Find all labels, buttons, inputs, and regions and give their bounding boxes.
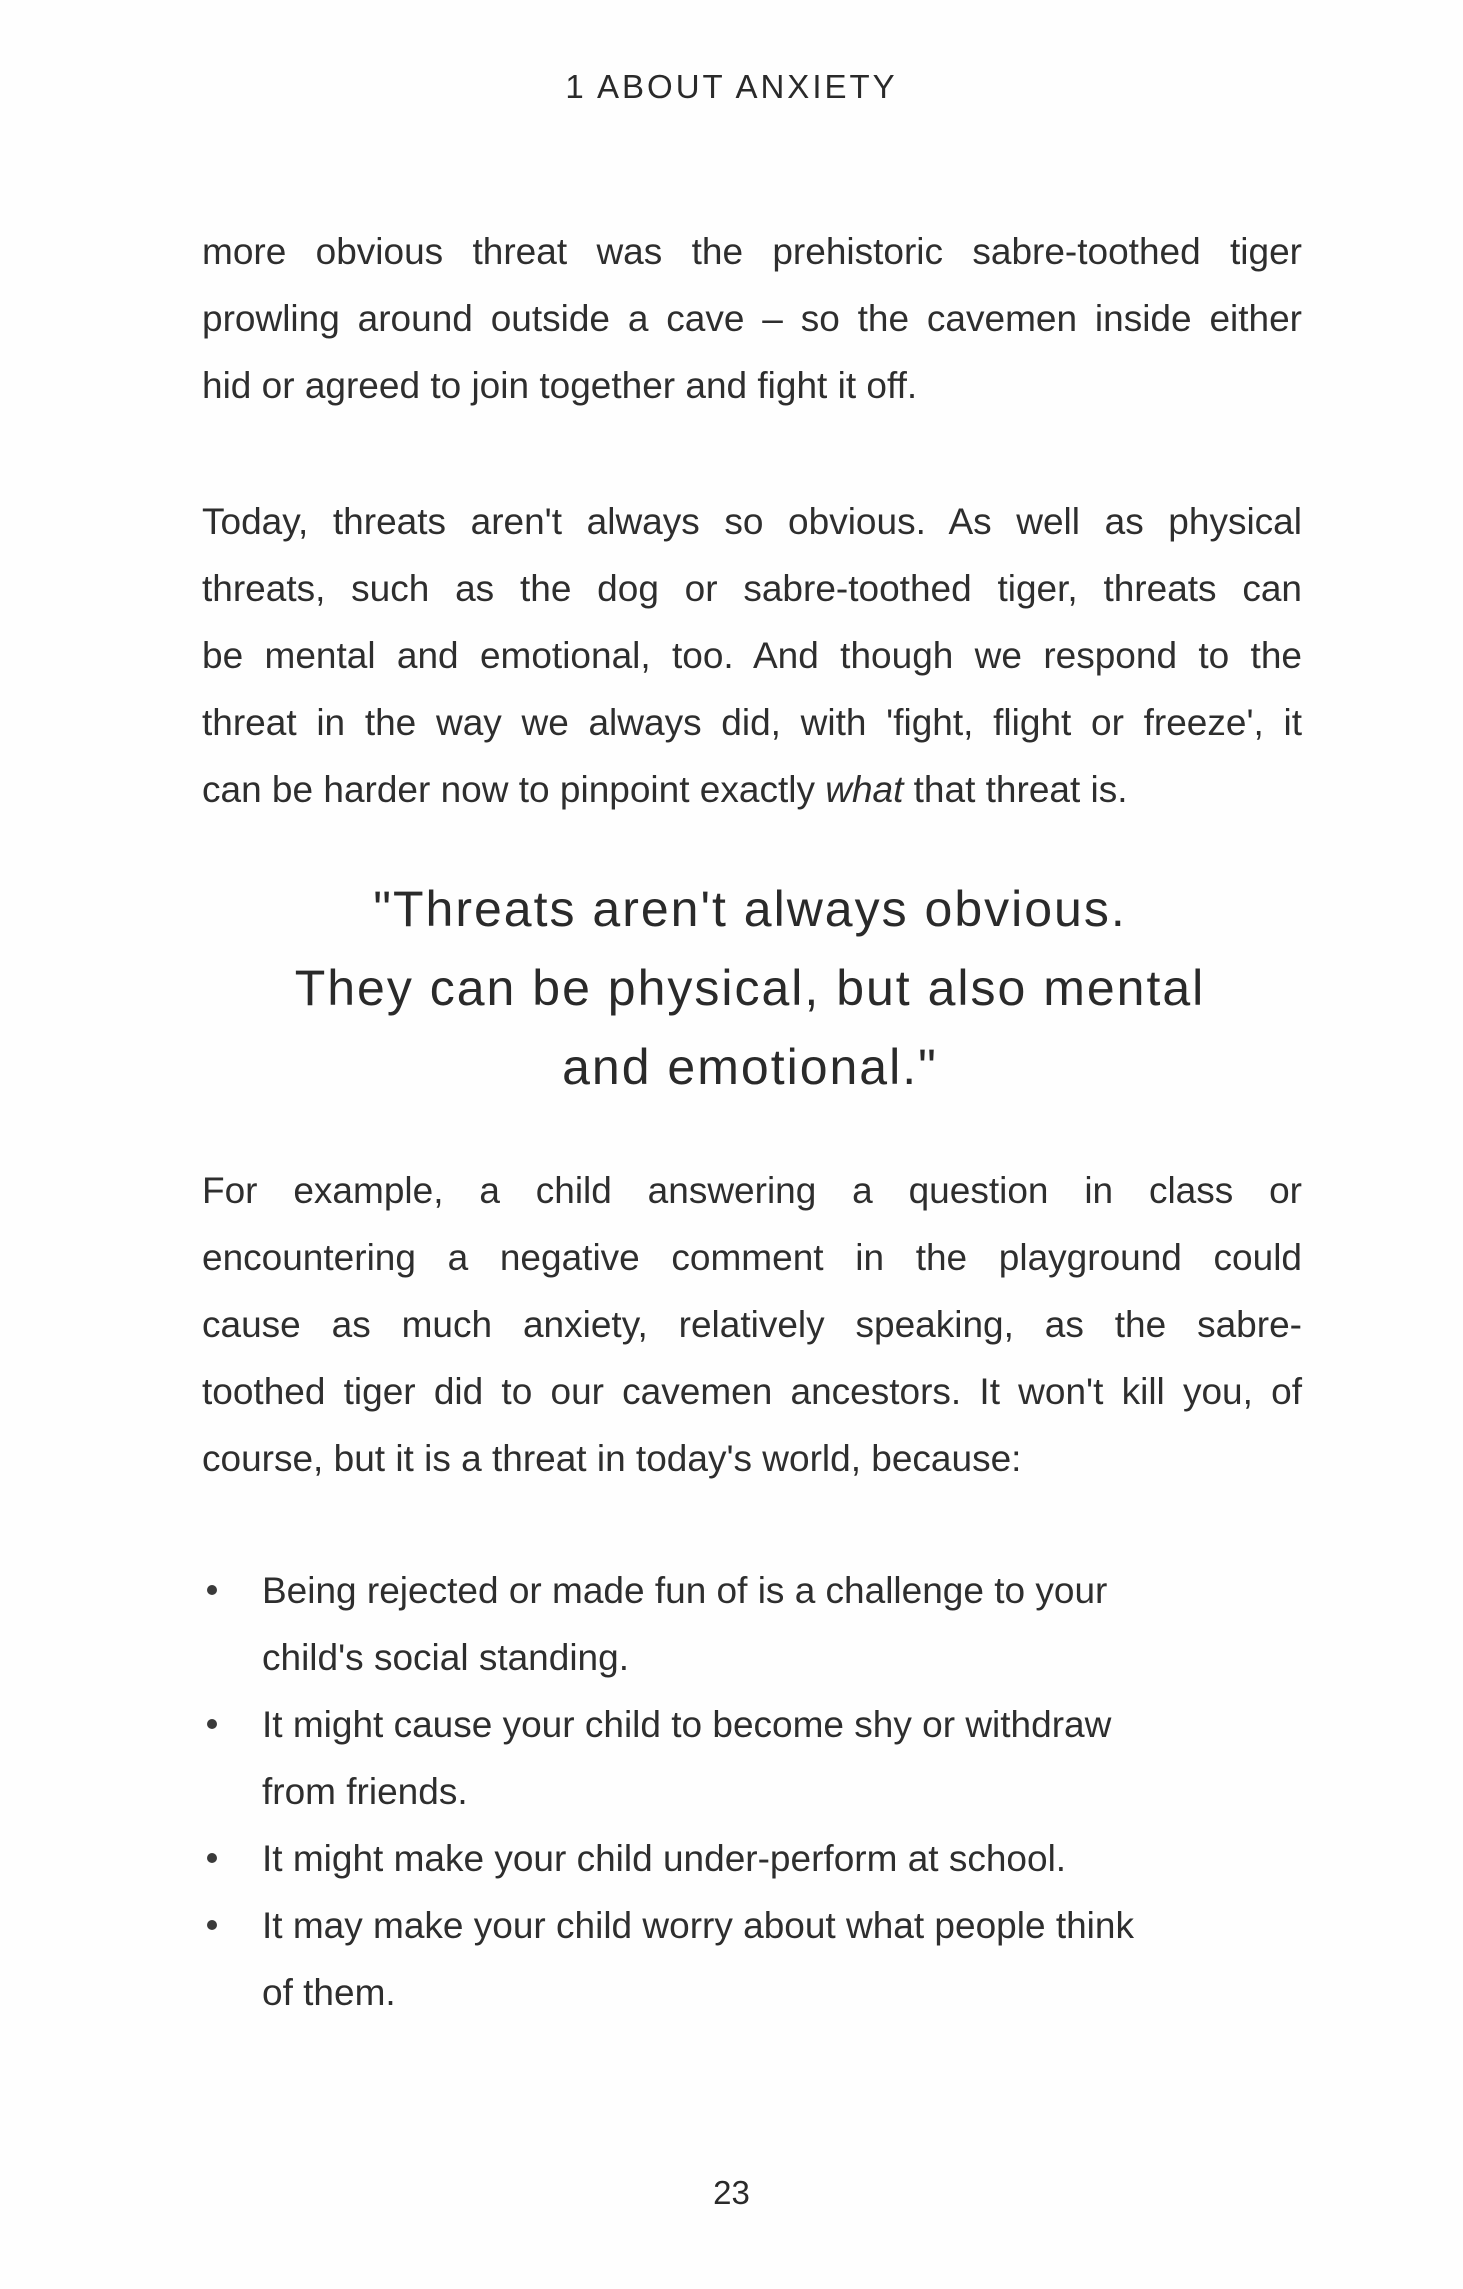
paragraph-1: [202, 218, 1302, 419]
list-item-line: from friends.: [262, 1771, 468, 1812]
bullet-icon: [207, 1853, 217, 1863]
pull-quote-line: and emotional.": [562, 1039, 938, 1095]
paragraph-3-line: encountering a negative comment in the playground could: [202, 1237, 1302, 1278]
list-item: [202, 1691, 1302, 1825]
list-item-line: It might cause your child to become shy or withdraw: [262, 1704, 1112, 1745]
paragraph-3-line: course, but it is a threat in today's world, because:: [202, 1438, 1022, 1479]
list-item-line: It might make your child under-perform at school.: [262, 1838, 1067, 1879]
paragraph-2-last-line: [202, 756, 1302, 823]
paragraph-3: [202, 1157, 1302, 1492]
paragraph-3-line: toothed tiger did to our cavemen ancestors. It won't kill you, of: [202, 1371, 1302, 1412]
paragraph-2-line: be mental and emotional, too. And though we respond to the: [202, 635, 1302, 676]
list-item: [202, 1557, 1302, 1691]
list-item: [202, 1892, 1302, 2026]
list-item-line: child's social standing.: [262, 1637, 629, 1678]
pull-quote-line: They can be physical, but also mental: [294, 960, 1206, 1016]
pull-quote-line: "Threats aren't always obvious.: [373, 881, 1127, 937]
paragraph-1-line: more obvious threat was the prehistoric sabre-toothed tiger: [202, 231, 1302, 272]
paragraph-1-line: hid or agreed to join together and fight it off.: [202, 365, 918, 406]
paragraph-2-text: that threat is.: [903, 769, 1128, 810]
bullet-icon: [207, 1585, 217, 1595]
bullet-icon: [207, 1719, 217, 1729]
paragraph-2-line: Today, threats aren't always so obvious. As well as physical: [202, 501, 1302, 542]
page-number: 23: [713, 2174, 750, 2211]
bullet-icon: [207, 1920, 217, 1930]
paragraph-2: [202, 488, 1302, 823]
paragraph-3-line: For example, a child answering a question in class or: [202, 1170, 1302, 1211]
paragraph-2-line: threat in the way we always did, with 'fight, flight or freeze', it: [202, 702, 1302, 743]
list-item: [202, 1825, 1302, 1892]
paragraph-2-line: threats, such as the dog or sabre-toothed tiger, threats can: [202, 568, 1302, 609]
emphasis-word: what: [825, 769, 904, 810]
running-head: 1 ABOUT ANXIETY: [565, 68, 898, 105]
list-item-line: of them.: [262, 1972, 396, 2013]
list-item-line: It may make your child worry about what people think: [262, 1905, 1134, 1946]
paragraph-1-line: prowling around outside a cave – so the cavemen inside either: [202, 298, 1302, 339]
bullet-list: [202, 1557, 1302, 2026]
paragraph-2-text: can be harder now to pinpoint exactly: [202, 769, 826, 810]
paragraph-3-line: cause as much anxiety, relatively speaking, as the sabre-: [202, 1304, 1302, 1345]
pull-quote: [150, 870, 1350, 1107]
list-item-line: Being rejected or made fun of is a challenge to your: [262, 1570, 1108, 1611]
